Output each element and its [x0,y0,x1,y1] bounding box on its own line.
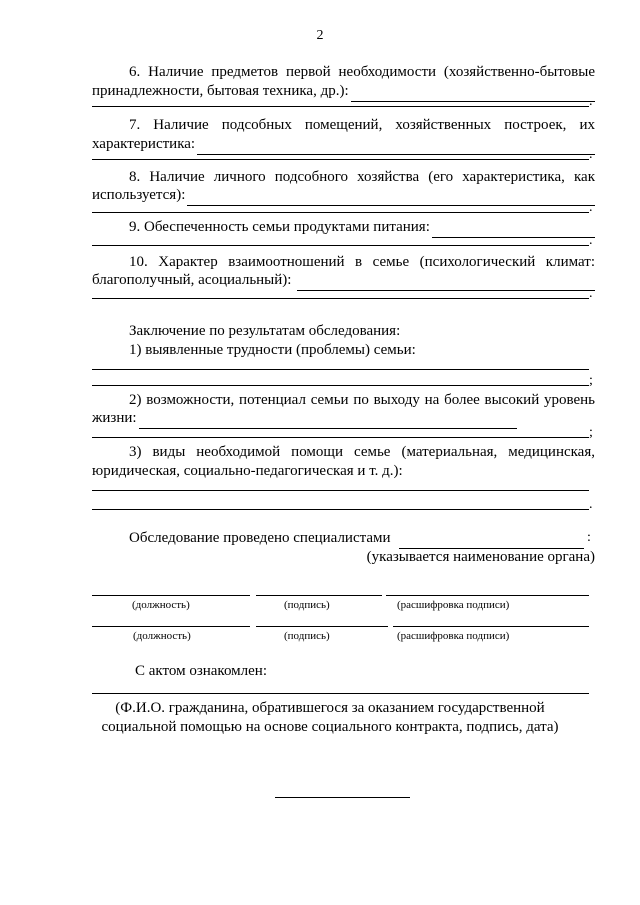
conclusion-p2-line2: жизни: [92,410,137,426]
item-10-line1: 10. Характер взаимоотношений в семье (психологический климат: [129,254,595,270]
signature-position-line-2[interactable] [92,626,250,627]
item-7-answer-line[interactable] [92,159,589,160]
item-8-fill[interactable] [187,189,595,206]
item-6-period: . [589,94,593,109]
end-separator-line [275,797,410,798]
caption-position-2: (должность) [133,630,191,642]
conclusion-p1: 1) выявленные трудности (проблемы) семьи: [129,342,416,358]
item-10-line2: благополучный, асоциальный): [92,272,292,288]
item-6-line2: принадлежности, бытовая техника, др.): [92,83,349,99]
caption-signature-1: (подпись) [284,599,330,611]
conclusion-p1-semicolon: ; [589,373,593,388]
conclusion-p3-line-b[interactable] [92,509,589,510]
signature-position-line-1[interactable] [92,595,250,596]
item-8-line1: 8. Наличие личного подсобного хозяйства (его характеристика, как [129,169,595,185]
item-7-line2: характеристика: [92,136,196,152]
acknowledged-caption-line2: социальной помощью на основе социального контракта, подпись, дата) [101,719,559,735]
conclusion-p2-fill[interactable] [139,412,517,429]
item-7-fill[interactable] [197,138,595,155]
item-8-line2: используется): [92,187,186,203]
item-10-row2 [92,269,595,291]
conclusion-p3-period: . [589,497,593,512]
item-10-answer-line[interactable] [92,298,589,299]
specialists-label: Обследование проведено специалистами [129,530,391,546]
conclusion-p2-row2 [92,407,517,429]
item-6-fill[interactable] [351,85,595,102]
caption-decoding-1: (расшифровка подписи) [397,599,510,611]
acknowledged-caption-line1: (Ф.И.О. гражданина, обратившегося за оказанием государственной [115,700,545,716]
item-9-period: . [589,233,593,248]
signature-decoding-line-2[interactable] [393,626,589,627]
item-6-row2 [92,80,595,102]
item-9-line1: 9. Обеспеченность семьи продуктами питания: [129,219,430,235]
conclusion-p3-line1: 3) виды необходимой помощи семье (материальная, медицинская, [129,444,595,460]
item-7-period: . [589,147,593,162]
item-6-line1: 6. Наличие предметов первой необходимости (хозяйственно-бытовые [129,64,595,80]
signature-sign-line-1[interactable] [256,595,382,596]
specialists-colon: : [587,530,591,545]
conclusion-p1-line2[interactable] [92,385,589,386]
page-number: 2 [316,28,324,43]
acknowledged-label: С актом ознакомлен: [135,663,267,679]
signature-sign-line-2[interactable] [256,626,388,627]
item-10-fill[interactable] [297,274,595,291]
conclusion-p2-semicolon: ; [589,425,593,440]
conclusion-p2-answer-line[interactable] [92,437,589,438]
conclusion-p2-line1: 2) возможности, потенциал семьи по выходу на более высокий уровень [129,392,595,408]
conclusion-p3-line2: юридическая, социально-педагогическая и т. д.): [92,463,403,479]
item-8-row2 [92,184,595,206]
item-8-period: . [589,200,593,215]
conclusion-p3-line-a[interactable] [92,490,589,491]
conclusion-title: Заключение по результатам обследования: [129,323,401,339]
item-8-answer-line[interactable] [92,212,589,213]
conclusion-p1-line1[interactable] [92,369,589,370]
acknowledged-line[interactable] [92,693,589,694]
item-9-fill[interactable] [432,221,595,238]
item-9-answer-line[interactable] [92,245,589,246]
item-9-row1 [92,216,595,238]
caption-position-1: (должность) [132,599,190,611]
specialists-hint: (указывается наименование органа) [366,549,595,565]
signature-decoding-line-1[interactable] [386,595,589,596]
item-6-answer-line[interactable] [92,106,589,107]
item-7-row2 [92,133,595,155]
item-7-line1: 7. Наличие подсобных помещений, хозяйственных построек, их [129,117,595,133]
caption-signature-2: (подпись) [284,630,330,642]
item-10-period: . [589,286,593,301]
caption-decoding-2: (расшифровка подписи) [397,630,510,642]
